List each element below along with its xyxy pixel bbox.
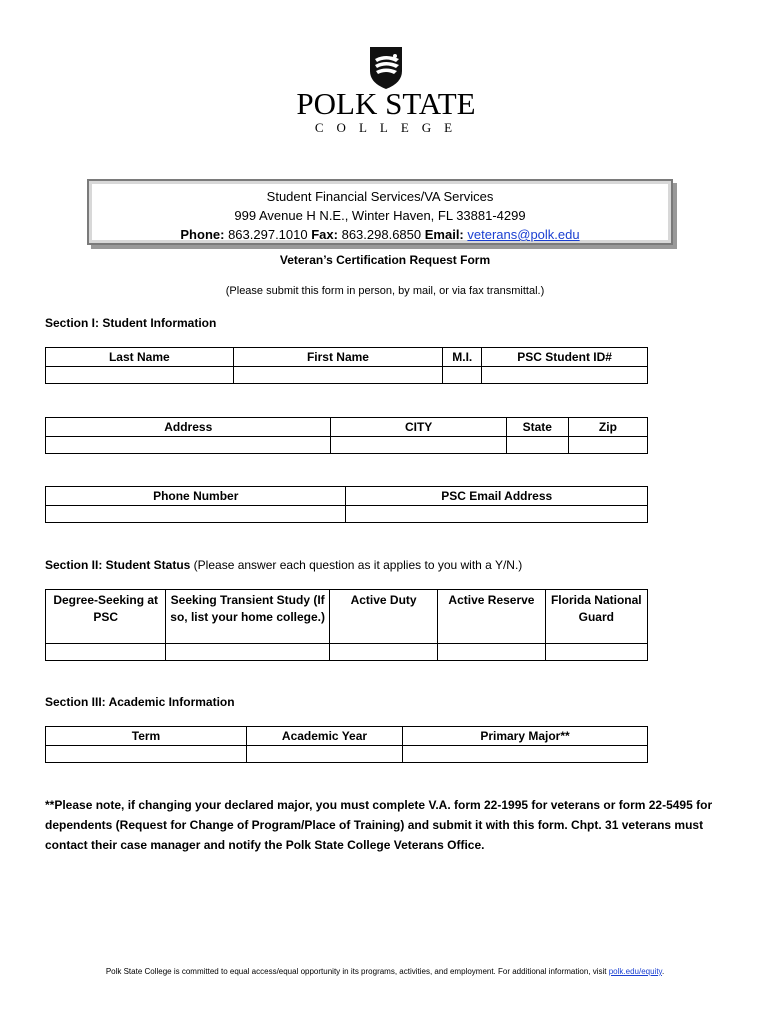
section-3-heading: Section III: Academic Information: [45, 695, 235, 709]
state-field[interactable]: [506, 437, 568, 454]
student-id-header: PSC Student ID#: [482, 348, 648, 367]
form-instructions: (Please submit this form in person, by mail, or via fax transmittal.): [225, 285, 545, 297]
degree-seeking-field[interactable]: [46, 644, 166, 661]
degree-seeking-header: Degree-Seeking at PSC: [46, 590, 166, 644]
primary-major-field[interactable]: [403, 746, 648, 763]
fax-number: 863.298.6850: [341, 227, 422, 242]
phone-number-field[interactable]: [46, 506, 346, 523]
academic-year-field[interactable]: [247, 746, 403, 763]
form-title: Veteran’s Certification Request Form: [279, 253, 491, 267]
footer-end: .: [661, 967, 665, 976]
eagle-shield-icon: [366, 45, 406, 91]
active-reserve-field[interactable]: [438, 644, 545, 661]
college-logo: [270, 45, 502, 133]
address-table: [45, 417, 648, 454]
mi-header: M.I.: [443, 348, 482, 367]
active-duty-field[interactable]: [329, 644, 437, 661]
academic-year-header: Academic Year: [247, 727, 403, 746]
fax-label: Fax:: [311, 227, 338, 242]
email-address-header: PSC Email Address: [346, 487, 648, 506]
transient-study-header: Seeking Transient Study (If so, list your home college.): [166, 590, 330, 644]
city-header: CITY: [331, 418, 506, 437]
phone-label: Phone:: [180, 227, 225, 242]
address-header: Address: [46, 418, 331, 437]
transient-study-field[interactable]: [166, 644, 330, 661]
national-guard-header: Florida National Guard: [545, 590, 647, 644]
active-reserve-header: Active Reserve: [438, 590, 545, 644]
contact-table: [45, 486, 648, 523]
major-change-note: **Please note, if changing your declared major, you must complete V.A. form 22-1995 for veterans or form 22-5495 for dependents (Request for Change of Program/Place of Training) and submit it with this form. Chpt. 31 veterans must contact their case manager and notify the Polk State College Veterans Office.: [45, 798, 713, 852]
last-name-field[interactable]: [46, 367, 234, 384]
logo-name: POLK STATE: [296, 86, 476, 121]
term-field[interactable]: [46, 746, 247, 763]
footer-text: Polk State College is committed to equal access/equal opportunity in its programs, activities, and employment. For additional information, visit: [105, 967, 609, 976]
email-link[interactable]: veterans@polk.edu: [467, 227, 580, 242]
zip-field[interactable]: [568, 437, 647, 454]
academic-info-table: [45, 726, 648, 763]
email-label: Email:: [424, 227, 464, 242]
student-id-field[interactable]: [482, 367, 648, 384]
last-name-header: Last Name: [46, 348, 234, 367]
footer-statement: [0, 967, 770, 976]
equity-link[interactable]: polk.edu/equity: [608, 967, 662, 976]
primary-major-header: Primary Major**: [403, 727, 648, 746]
phone-number: 863.297.1010: [228, 227, 308, 242]
student-status-table: [45, 589, 648, 661]
office-contact-box: [87, 179, 673, 245]
office-contact-line: [89, 225, 671, 244]
zip-header: Zip: [568, 418, 647, 437]
state-header: State: [506, 418, 568, 437]
phone-number-header: Phone Number: [46, 487, 346, 506]
section-2-heading: [45, 558, 522, 572]
student-name-table: [45, 347, 648, 384]
email-address-field[interactable]: [346, 506, 648, 523]
city-field[interactable]: [331, 437, 506, 454]
first-name-header: First Name: [233, 348, 443, 367]
logo-subtitle: COLLEGE: [314, 120, 466, 135]
section-2-title: Section II: Student Status: [45, 558, 191, 572]
office-address: 999 Avenue H N.E., Winter Haven, FL 33881-4299: [234, 208, 526, 223]
national-guard-field[interactable]: [545, 644, 647, 661]
address-field[interactable]: [46, 437, 331, 454]
active-duty-header: Active Duty: [329, 590, 437, 644]
section-1-heading: Section I: Student Information: [45, 316, 217, 330]
term-header: Term: [46, 727, 247, 746]
office-name: Student Financial Services/VA Services: [266, 189, 494, 204]
section-2-instruction: (Please answer each question as it applies to you with a Y/N.): [190, 558, 523, 572]
mi-field[interactable]: [443, 367, 482, 384]
first-name-field[interactable]: [233, 367, 443, 384]
